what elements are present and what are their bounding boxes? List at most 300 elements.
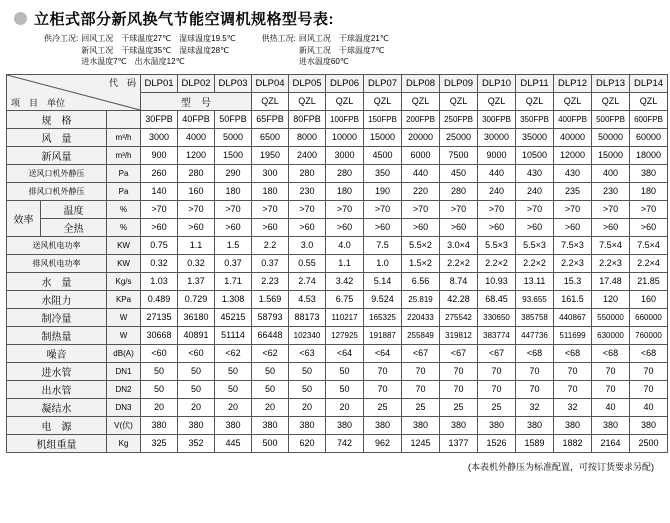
table-cell: 180 (630, 182, 668, 200)
table-cell: 50 (289, 380, 326, 398)
table-cell: <62 (252, 344, 289, 362)
table-cell: 2.2×2 (516, 254, 554, 272)
table-cell: 2.2×2 (478, 254, 516, 272)
table-cell: 40000 (554, 128, 592, 146)
table-cell: 4500 (364, 146, 402, 164)
row-unit: Kg (107, 434, 141, 452)
page-title: 立柜式部分新风换气节能空调机规格型号表: (34, 11, 334, 28)
table-cell: 25 (440, 398, 478, 416)
table-cell: QZL (289, 92, 326, 110)
row-unit: DN1 (107, 362, 141, 380)
table-cell: 240 (516, 182, 554, 200)
table-cell: 445 (215, 434, 252, 452)
row-unit: m³/h (107, 128, 141, 146)
table-cell: 70 (478, 380, 516, 398)
table-cell: 50 (178, 362, 215, 380)
table-cell: 500 (252, 434, 289, 452)
table-cell: 66448 (252, 326, 289, 344)
table-cell: 0.489 (141, 290, 178, 308)
condition-cooling (44, 33, 236, 68)
table-cell: 440 (478, 164, 516, 182)
table-cell: 88173 (289, 308, 326, 326)
table-cell: 1882 (554, 434, 592, 452)
table-cell: <67 (402, 344, 440, 362)
table-cell: 300 (252, 164, 289, 182)
table-cell: >60 (478, 218, 516, 236)
table-cell: 380 (215, 416, 252, 434)
row-unit: dB(A) (107, 344, 141, 362)
table-cell: 0.55 (289, 254, 326, 272)
table-cell: 380 (554, 416, 592, 434)
table-cell: 6.75 (326, 290, 364, 308)
row-label: 风 量 (7, 128, 107, 146)
table-cell: 383774 (478, 326, 516, 344)
table-cell: 10.93 (478, 272, 516, 290)
table-cell: 5.5×3 (478, 236, 516, 254)
row-unit: % (107, 218, 141, 236)
row-label: 型 号 (141, 92, 252, 110)
table-cell: 2164 (592, 434, 630, 452)
table-cell: 660000 (630, 308, 668, 326)
table-cell: QZL (252, 92, 289, 110)
table-cell: 1.5×2 (402, 254, 440, 272)
table-cell: 1245 (402, 434, 440, 452)
condition-heating (262, 33, 389, 68)
table-row (7, 182, 668, 200)
table-cell: 20 (215, 398, 252, 416)
table-cell: 2.23 (252, 272, 289, 290)
table-cell: 352 (178, 434, 215, 452)
table-cell: 30FPB (141, 110, 178, 128)
spec-table (6, 74, 668, 453)
table-cell: 70 (630, 380, 668, 398)
table-cell: 2.2 (252, 236, 289, 254)
table-cell: 1.03 (141, 272, 178, 290)
row-unit: % (107, 200, 141, 218)
row-unit: W (107, 308, 141, 326)
column-header: DLP01 (141, 74, 178, 92)
row-unit: KW (107, 236, 141, 254)
table-cell: 45215 (215, 308, 252, 326)
table-cell: QZL (554, 92, 592, 110)
column-header: DLP04 (252, 74, 289, 92)
table-cell: 447736 (516, 326, 554, 344)
table-cell: 50 (326, 380, 364, 398)
table-cell: 70 (364, 380, 402, 398)
table-row (7, 146, 668, 164)
table-cell: 10500 (516, 146, 554, 164)
table-cell: 6000 (402, 146, 440, 164)
table-cell: 7.5×4 (630, 236, 668, 254)
table-header-row (7, 74, 668, 92)
row-unit (107, 110, 141, 128)
table-cell: 15.3 (554, 272, 592, 290)
table-cell: >70 (141, 200, 178, 218)
table-cell: 380 (178, 416, 215, 434)
row-unit: KW (107, 254, 141, 272)
table-cell: 7.5 (364, 236, 402, 254)
table-cell: 255849 (402, 326, 440, 344)
row-label: 制冷量 (7, 308, 107, 326)
column-header: DLP10 (478, 74, 516, 92)
table-cell: 400FPB (554, 110, 592, 128)
table-cell: 7500 (440, 146, 478, 164)
table-cell: 2.2×3 (554, 254, 592, 272)
table-cell: 275542 (440, 308, 478, 326)
condition-label: 供热工况: (261, 34, 296, 43)
table-cell: 3.0×4 (440, 236, 478, 254)
table-cell: >70 (478, 200, 516, 218)
row-label: 噪音 (7, 344, 107, 362)
table-cell: <60 (141, 344, 178, 362)
table-cell: 20 (289, 398, 326, 416)
table-cell: 380 (630, 164, 668, 182)
table-cell: 20 (252, 398, 289, 416)
table-cell: 1.569 (252, 290, 289, 308)
table-row (7, 218, 668, 236)
table-cell: 1.37 (178, 272, 215, 290)
table-cell: 120 (592, 290, 630, 308)
table-cell: >60 (326, 218, 364, 236)
table-cell: 200FPB (402, 110, 440, 128)
table-cell: 240 (478, 182, 516, 200)
table-cell: 440867 (554, 308, 592, 326)
table-cell: 760000 (630, 326, 668, 344)
table-cell: 2.2×3 (592, 254, 630, 272)
row-label: 送风机电功率 (7, 236, 107, 254)
row-label: 机组重量 (7, 434, 107, 452)
table-cell: 25 (364, 398, 402, 416)
table-cell: 15000 (364, 128, 402, 146)
table-cell: 440 (402, 164, 440, 182)
table-row (7, 200, 668, 218)
table-cell: 180 (215, 182, 252, 200)
table-cell: 17.48 (592, 272, 630, 290)
table-cell: 70 (592, 362, 630, 380)
condition-label: 供冷工况: (44, 34, 79, 43)
table-cell: 25 (478, 398, 516, 416)
table-cell: 3.42 (326, 272, 364, 290)
table-cell: 350FPB (516, 110, 554, 128)
table-cell: 280 (440, 182, 478, 200)
row-label: 排风机电功率 (7, 254, 107, 272)
table-cell: 10000 (326, 128, 364, 146)
table-cell: 150FPB (364, 110, 402, 128)
column-header: DLP08 (402, 74, 440, 92)
table-cell: 742 (326, 434, 364, 452)
table-cell: >70 (289, 200, 326, 218)
table-cell: 160 (178, 182, 215, 200)
table-cell: 140 (141, 182, 178, 200)
table-cell: 110217 (326, 308, 364, 326)
table-cell: QZL (478, 92, 516, 110)
footnote: (本表机外静压为标准配置，可按订货要求另配) (468, 461, 654, 472)
table-row (7, 398, 668, 416)
table-cell: >70 (252, 200, 289, 218)
table-cell: <68 (516, 344, 554, 362)
row-unit: W (107, 326, 141, 344)
table-cell: 9000 (478, 146, 516, 164)
table-cell: 70 (516, 380, 554, 398)
table-cell: 20 (141, 398, 178, 416)
table-row (7, 362, 668, 380)
table-cell: <64 (326, 344, 364, 362)
table-cell: 70 (402, 380, 440, 398)
table-cell: 380 (326, 416, 364, 434)
table-cell: 1377 (440, 434, 478, 452)
table-cell: 12000 (554, 146, 592, 164)
row-label: 凝结水 (7, 398, 107, 416)
table-cell: 25 (402, 398, 440, 416)
condition-line: 新风工况 干球温度35℃ 湿球温度28℃ (81, 45, 229, 55)
table-cell: 3000 (326, 146, 364, 164)
table-row (7, 434, 668, 452)
table-cell: 6.56 (402, 272, 440, 290)
table-cell: 550000 (592, 308, 630, 326)
title-row (0, 0, 670, 31)
table-cell: 50000 (592, 128, 630, 146)
table-cell: 280 (289, 164, 326, 182)
table-cell: 70 (554, 362, 592, 380)
table-cell: 190 (364, 182, 402, 200)
table-cell: 0.729 (178, 290, 215, 308)
table-cell: 50 (215, 380, 252, 398)
table-cell: 40891 (178, 326, 215, 344)
table-cell: 50 (178, 380, 215, 398)
table-cell: 50 (141, 362, 178, 380)
row-label: 全热 (41, 218, 107, 236)
table-cell: <62 (215, 344, 252, 362)
table-cell: 0.37 (215, 254, 252, 272)
table-cell: 630000 (592, 326, 630, 344)
table-cell: 511699 (554, 326, 592, 344)
table-cell: >70 (554, 200, 592, 218)
row-label: 水阻力 (7, 290, 107, 308)
corner-top-label: 代 码 (109, 77, 137, 88)
table-cell: 4000 (178, 128, 215, 146)
table-cell: 30000 (478, 128, 516, 146)
table-cell: 50 (289, 362, 326, 380)
table-cell: 180 (326, 182, 364, 200)
table-cell: 260 (141, 164, 178, 182)
table-cell: 27135 (141, 308, 178, 326)
table-cell: 380 (478, 416, 516, 434)
row-label: 制热量 (7, 326, 107, 344)
column-header: DLP07 (364, 74, 402, 92)
table-cell: 380 (141, 416, 178, 434)
table-cell: 430 (554, 164, 592, 182)
row-unit: Pa (107, 164, 141, 182)
table-cell: 380 (440, 416, 478, 434)
condition-line: 回风工况 干球温度27℃ 湿球温度19.5℃ (81, 34, 236, 43)
table-cell: 430 (516, 164, 554, 182)
table-cell: 127925 (326, 326, 364, 344)
row-label: 排风口机外静压 (7, 182, 107, 200)
table-cell: >70 (440, 200, 478, 218)
table-cell: 0.75 (141, 236, 178, 254)
table-cell: 18000 (630, 146, 668, 164)
table-cell: <67 (440, 344, 478, 362)
table-cell: 230 (289, 182, 326, 200)
row-unit: m³/h (107, 146, 141, 164)
table-cell: 93.655 (516, 290, 554, 308)
table-cell: 1526 (478, 434, 516, 452)
table-cell: 900 (141, 146, 178, 164)
row-group-label: 效率 (7, 200, 41, 236)
table-cell: 80FPB (289, 110, 326, 128)
row-label: 温度 (41, 200, 107, 218)
condition-line: 新风工况 干球温度7℃ (298, 45, 385, 55)
column-header: DLP13 (592, 74, 630, 92)
table-cell: >70 (630, 200, 668, 218)
table-cell: 21.85 (630, 272, 668, 290)
table-cell: >70 (364, 200, 402, 218)
table-cell: QZL (402, 92, 440, 110)
table-cell: QZL (592, 92, 630, 110)
table-cell: 5.5×2 (402, 236, 440, 254)
table-cell: 70 (554, 380, 592, 398)
column-header: DLP12 (554, 74, 592, 92)
table-cell: 161.5 (554, 290, 592, 308)
table-row (7, 128, 668, 146)
column-header: DLP05 (289, 74, 326, 92)
table-cell: 180 (252, 182, 289, 200)
row-label: 电 源 (7, 416, 107, 434)
table-cell: 70 (478, 362, 516, 380)
table-cell: 380 (592, 416, 630, 434)
column-header: DLP14 (630, 74, 668, 92)
table-cell: 4.0 (326, 236, 364, 254)
table-cell: 1.71 (215, 272, 252, 290)
table-cell: >70 (592, 200, 630, 218)
table-cell: 280 (326, 164, 364, 182)
table-cell: 60000 (630, 128, 668, 146)
table-cell: <68 (554, 344, 592, 362)
table-cell: 290 (215, 164, 252, 182)
table-row (7, 272, 668, 290)
table-cell: 2.74 (289, 272, 326, 290)
table-cell: QZL (630, 92, 668, 110)
table-row (7, 236, 668, 254)
table-cell: 0.32 (178, 254, 215, 272)
table-cell: 380 (364, 416, 402, 434)
column-header: DLP03 (215, 74, 252, 92)
table-cell: 50 (141, 380, 178, 398)
table-cell: >70 (178, 200, 215, 218)
table-cell: 20000 (402, 128, 440, 146)
table-cell: 600FPB (630, 110, 668, 128)
row-label: 新风量 (7, 146, 107, 164)
table-row (7, 380, 668, 398)
table-cell: 1.0 (364, 254, 402, 272)
table-cell: 36180 (178, 308, 215, 326)
table-cell: 70 (440, 362, 478, 380)
table-cell: 58793 (252, 308, 289, 326)
table-row (7, 308, 668, 326)
conditions-block (0, 31, 670, 72)
table-cell: 450 (440, 164, 478, 182)
table-cell: 7.5×4 (592, 236, 630, 254)
table-cell: 8000 (289, 128, 326, 146)
table-cell: >60 (630, 218, 668, 236)
table-cell: 35000 (516, 128, 554, 146)
table-cell: >60 (215, 218, 252, 236)
row-label: 规 格 (7, 110, 107, 128)
table-cell: >60 (289, 218, 326, 236)
table-cell: >60 (178, 218, 215, 236)
table-cell: 280 (178, 164, 215, 182)
corner-bottom-label: 项 目 单位 (11, 97, 66, 108)
table-cell: 0.37 (252, 254, 289, 272)
table-cell: 400 (592, 164, 630, 182)
row-label: 进水管 (7, 362, 107, 380)
table-cell: 70 (630, 362, 668, 380)
condition-line: 回风工况 干球温度21℃ (298, 34, 389, 43)
table-cell: 32 (554, 398, 592, 416)
table-cell: 20 (178, 398, 215, 416)
table-cell: 3.0 (289, 236, 326, 254)
table-cell: 51114 (215, 326, 252, 344)
table-cell: 319812 (440, 326, 478, 344)
table-row (7, 344, 668, 362)
column-header: DLP06 (326, 74, 364, 92)
table-cell: 3000 (141, 128, 178, 146)
table-cell: QZL (326, 92, 364, 110)
table-cell: <63 (289, 344, 326, 362)
table-cell: 220433 (402, 308, 440, 326)
table-cell: <60 (178, 344, 215, 362)
table-cell: <68 (630, 344, 668, 362)
table-cell: 160 (630, 290, 668, 308)
table-cell: 50 (252, 362, 289, 380)
table-row (7, 326, 668, 344)
row-unit: Kg/s (107, 272, 141, 290)
table-cell: 70 (364, 362, 402, 380)
row-unit: KPa (107, 290, 141, 308)
table-cell: >60 (554, 218, 592, 236)
table-cell: QZL (516, 92, 554, 110)
table-cell: 32 (516, 398, 554, 416)
table-cell: 100FPB (326, 110, 364, 128)
table-cell: 380 (252, 416, 289, 434)
table-cell: 7.5×3 (554, 236, 592, 254)
row-label: 水 量 (7, 272, 107, 290)
table-cell: >60 (252, 218, 289, 236)
table-cell: >60 (402, 218, 440, 236)
table-cell: 9.524 (364, 290, 402, 308)
table-cell: 4.53 (289, 290, 326, 308)
table-cell: 5000 (215, 128, 252, 146)
table-cell: 1500 (215, 146, 252, 164)
table-cell: 325 (141, 434, 178, 452)
table-cell: 1.5 (215, 236, 252, 254)
table-cell: 235 (554, 182, 592, 200)
table-cell: 962 (364, 434, 402, 452)
table-cell: 5.5×3 (516, 236, 554, 254)
table-cell: 220 (402, 182, 440, 200)
table-cell: >70 (402, 200, 440, 218)
table-cell: 25.819 (402, 290, 440, 308)
table-cell: 102340 (289, 326, 326, 344)
table-cell: >60 (440, 218, 478, 236)
table-cell: 70 (402, 362, 440, 380)
table-cell: 300FPB (478, 110, 516, 128)
table-cell: 380 (630, 416, 668, 434)
table-cell: QZL (440, 92, 478, 110)
table-cell: 350 (364, 164, 402, 182)
column-header: DLP09 (440, 74, 478, 92)
row-unit: DN2 (107, 380, 141, 398)
